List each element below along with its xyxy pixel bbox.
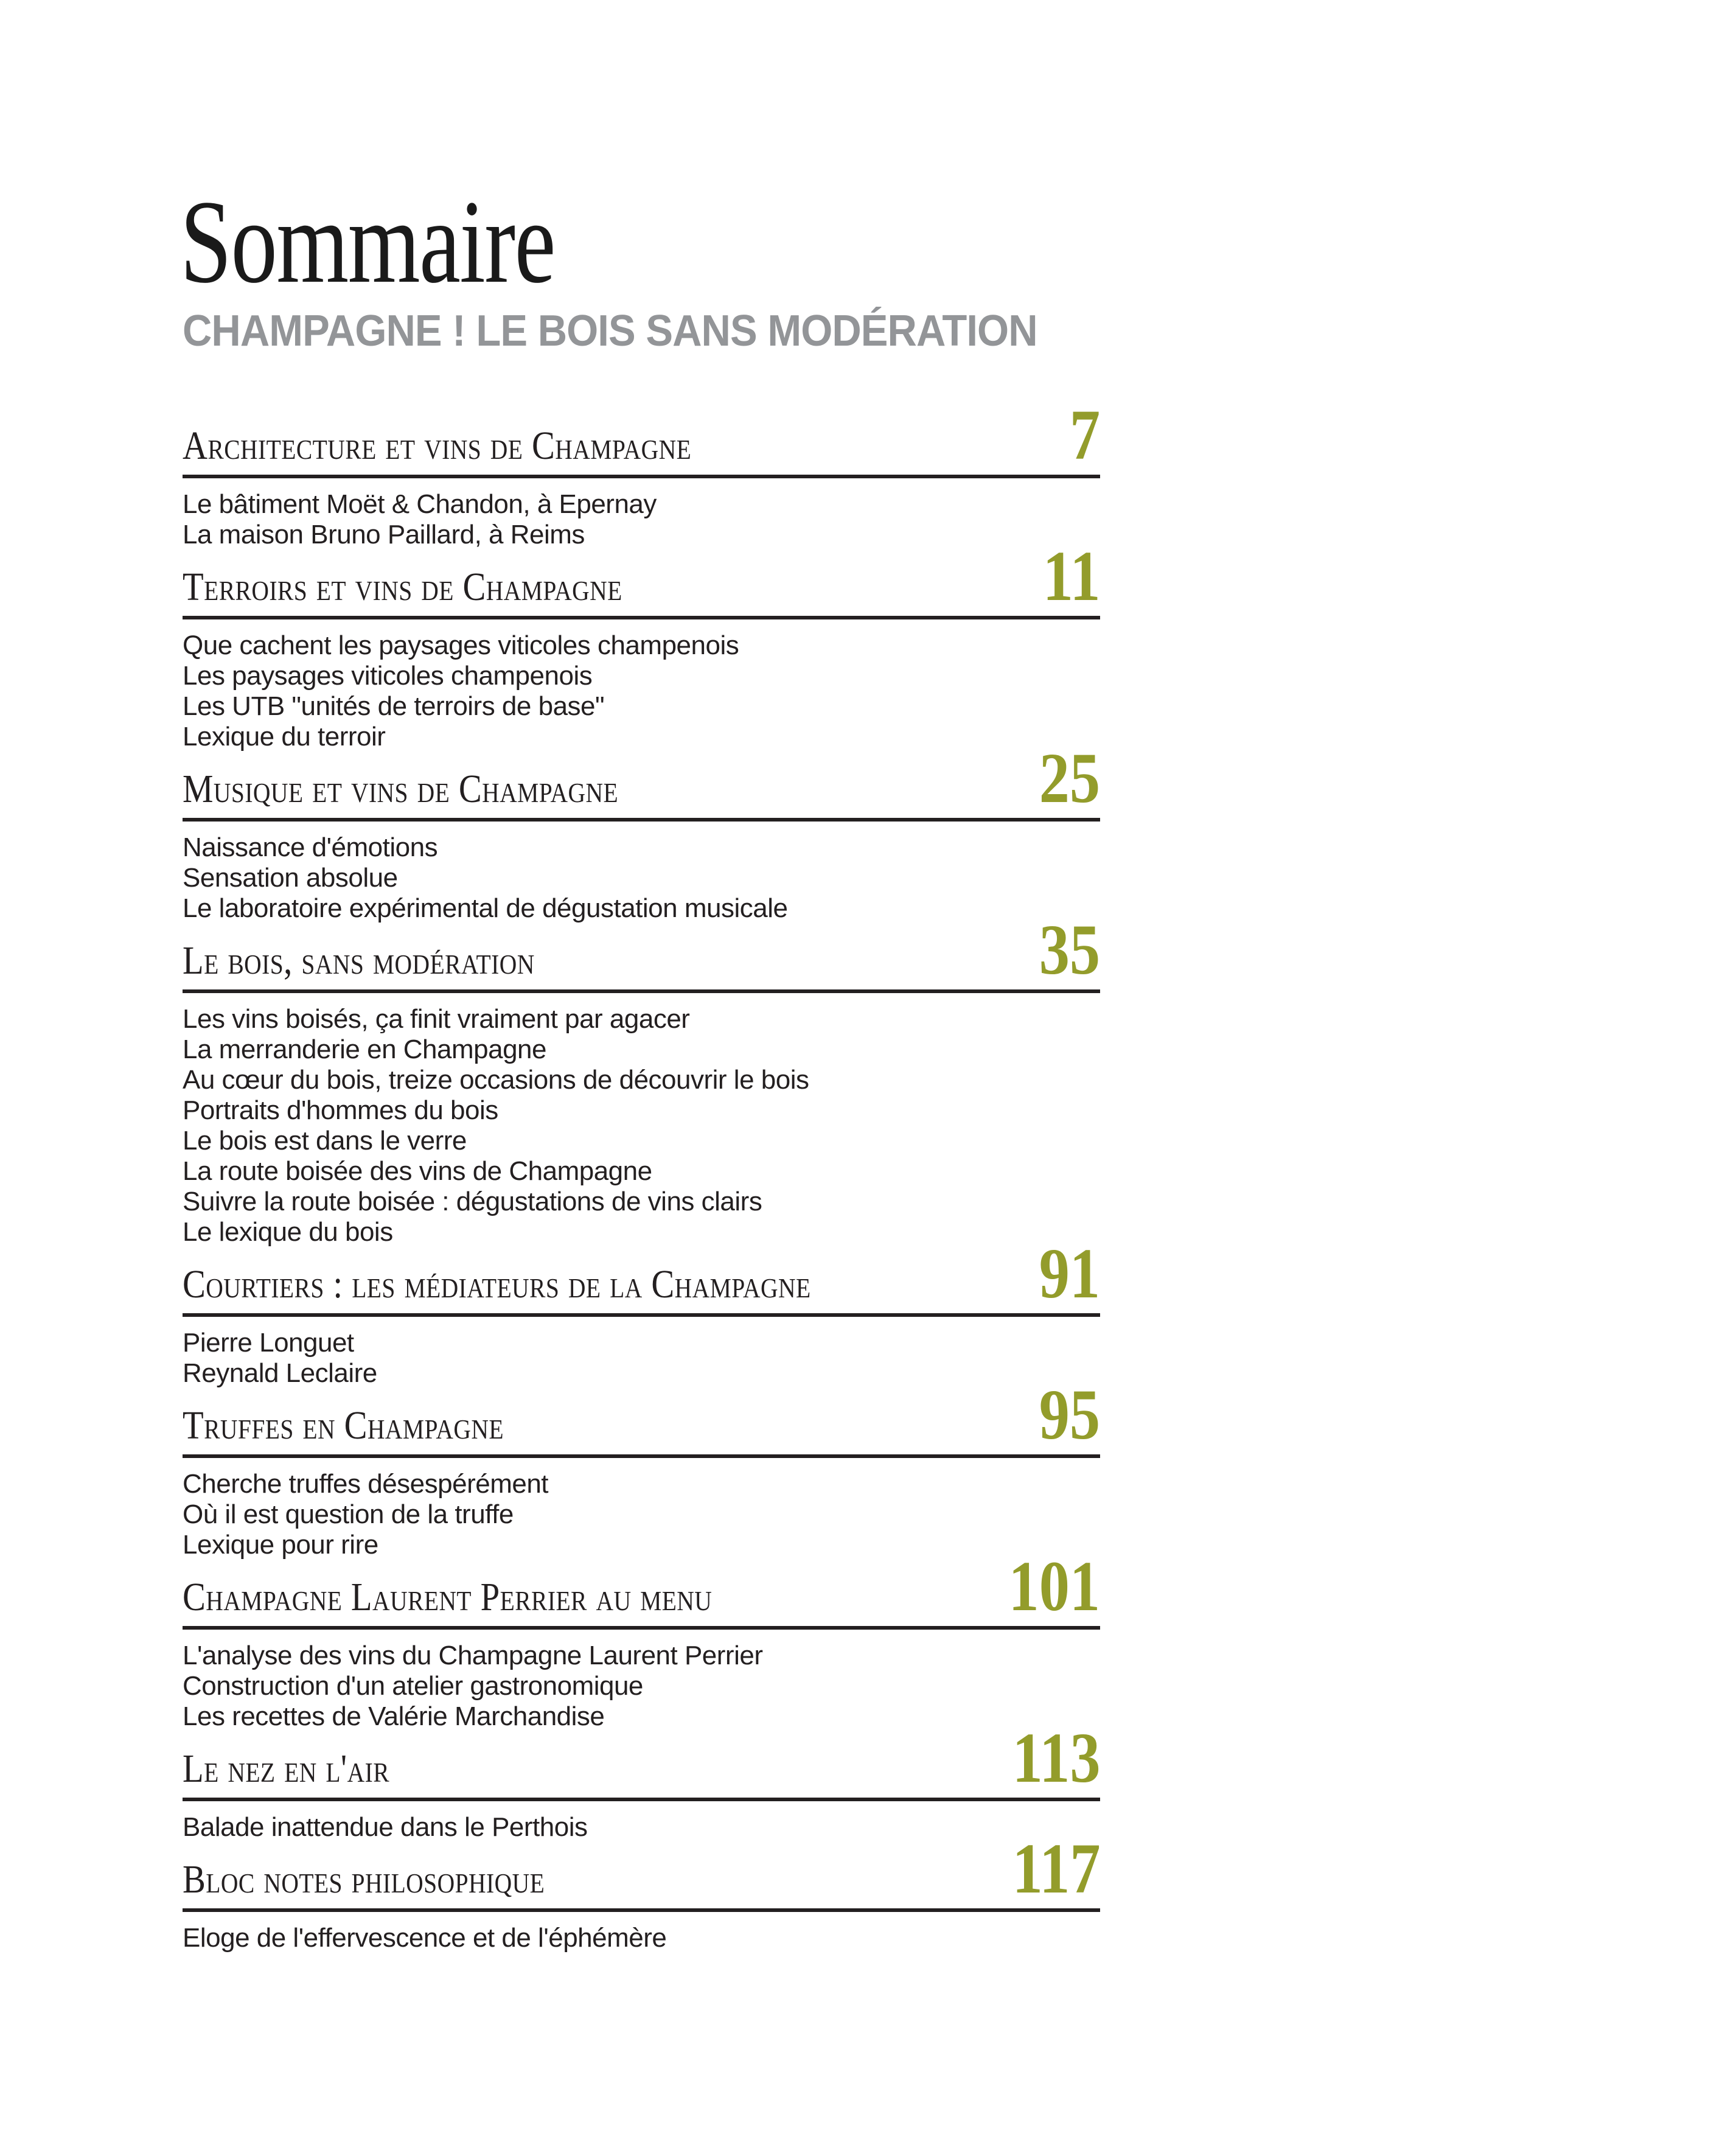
toc-item: Les UTB "unités de terroirs de base" [183, 691, 605, 721]
section-heading [183, 910, 1100, 993]
section-title: Courtiers : les médiateurs de la Champagne [183, 1262, 811, 1307]
toc-section [183, 536, 1100, 752]
toc-item: Au cœur du bois, treize occasions de découvrir le bois [183, 1065, 809, 1095]
toc-item: Eloge de l'effervescence et de l'éphémère [183, 1923, 667, 1953]
toc-item: Que cachent les paysages viticoles champenois [183, 630, 739, 660]
toc-section [183, 910, 1100, 1247]
section-items [183, 630, 1100, 752]
toc-item: Reynald Leclaire [183, 1358, 377, 1388]
section-page-number: 117 [1012, 1829, 1100, 1908]
toc-item: La merranderie en Champagne [183, 1034, 546, 1064]
toc-item: Naissance d'émotions [183, 832, 438, 862]
section-heading [183, 1375, 1100, 1458]
toc-item: Suivre la route boisée : dégustations de vins clairs [183, 1187, 762, 1216]
toc-item: Où il est question de la truffe [183, 1499, 514, 1529]
toc-item: Sensation absolue [183, 863, 398, 893]
section-heading [183, 1718, 1100, 1801]
section-page-number: 95 [1039, 1375, 1100, 1454]
toc-item: Construction d'un atelier gastronomique [183, 1671, 643, 1701]
toc-item: Les paysages viticoles champenois [183, 661, 593, 691]
section-heading [183, 395, 1100, 478]
section-page-number: 35 [1039, 910, 1100, 989]
toc-section [183, 395, 1100, 550]
section-items [183, 1469, 1100, 1560]
section-page-number: 91 [1039, 1233, 1100, 1313]
toc-item: L'analyse des vins du Champagne Laurent Perrier [183, 1641, 763, 1670]
toc-item: Le bâtiment Moët & Chandon, à Epernay [183, 489, 657, 519]
section-title: Terroirs et vins de Champagne [183, 565, 622, 609]
section-items [183, 1328, 1100, 1389]
toc-section [183, 1718, 1100, 1843]
section-title: Le bois, sans modération [183, 938, 535, 983]
section-items [183, 832, 1100, 924]
section-heading [183, 738, 1100, 822]
page-subtitle: CHAMPAGNE ! LE BOIS SANS MODÉRATION [183, 307, 1037, 355]
toc-item: Le lexique du bois [183, 1217, 393, 1247]
section-heading [183, 1546, 1100, 1630]
section-title: Le nez en l'air [183, 1746, 390, 1791]
toc-section [183, 1546, 1100, 1732]
toc-section [183, 738, 1100, 924]
section-title: Bloc notes philosophique [183, 1857, 545, 1902]
page-title: Sommaire [180, 176, 555, 308]
toc-item: La maison Bruno Paillard, à Reims [183, 520, 585, 549]
toc-item: Cherche truffes désespérément [183, 1469, 549, 1499]
toc-item: Balade inattendue dans le Perthois [183, 1812, 588, 1842]
table-of-contents [183, 395, 1100, 1953]
toc-item: Les vins boisés, ça finit vraiment par agacer [183, 1004, 690, 1034]
section-title: Champagne Laurent Perrier au menu [183, 1575, 713, 1619]
section-page-number: 101 [1008, 1546, 1100, 1626]
section-items [183, 1812, 1100, 1843]
section-title: Architecture et vins de Champagne [183, 424, 692, 468]
toc-section [183, 1375, 1100, 1560]
toc-section [183, 1829, 1100, 1953]
section-page-number: 7 [1069, 395, 1100, 475]
section-heading [183, 1233, 1100, 1317]
toc-section [183, 1233, 1100, 1389]
section-page-number: 25 [1039, 738, 1100, 818]
toc-item: Portraits d'hommes du bois [183, 1095, 498, 1125]
toc-item: Lexique du terroir [183, 722, 386, 752]
section-heading [183, 1829, 1100, 1912]
section-page-number: 11 [1042, 536, 1100, 616]
toc-item: Le bois est dans le verre [183, 1126, 467, 1156]
section-title: Musique et vins de Champagne [183, 767, 619, 811]
section-items [183, 1641, 1100, 1732]
section-items [183, 1923, 1100, 1953]
toc-item: Lexique pour rire [183, 1530, 378, 1560]
toc-item: Pierre Longuet [183, 1328, 354, 1358]
section-page-number: 113 [1012, 1718, 1100, 1798]
section-heading [183, 536, 1100, 619]
section-title: Truffes en Champagne [183, 1403, 504, 1448]
toc-item: La route boisée des vins de Champagne [183, 1156, 652, 1186]
section-items [183, 489, 1100, 550]
toc-item: Les recettes de Valérie Marchandise [183, 1701, 605, 1731]
toc-item: Le laboratoire expérimental de dégustation musicale [183, 893, 788, 923]
section-items [183, 1004, 1100, 1247]
